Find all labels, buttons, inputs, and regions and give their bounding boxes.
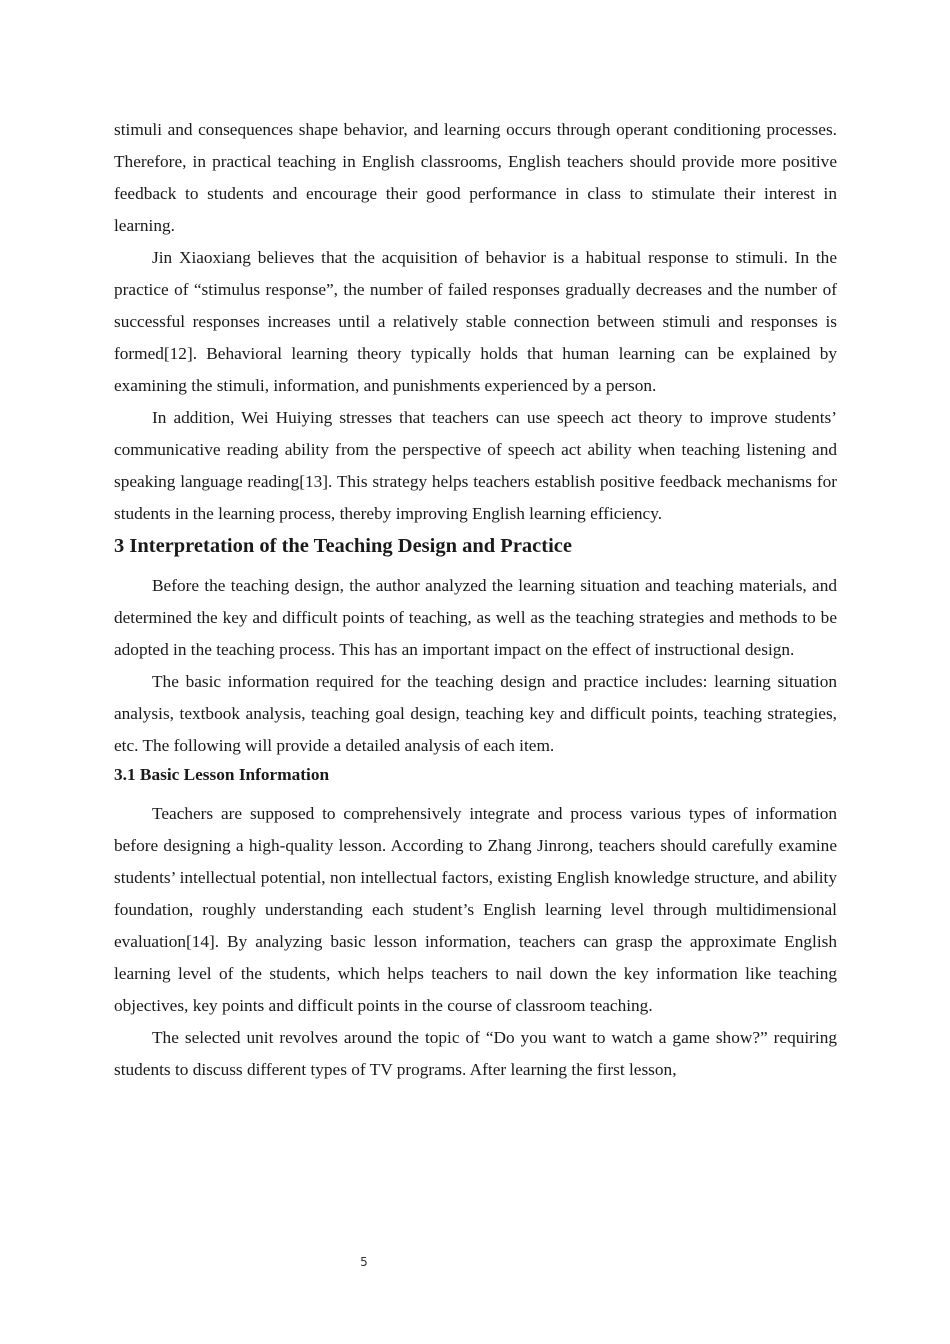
body-paragraph: Before the teaching design, the author analyzed the learning situation and teaching materials, and determined the key and difficult points of teaching, as well as the teaching strategies and methods to be adopted in the teaching process. This has an important impact on the effect of instructional design. (114, 576, 837, 659)
page-number: 5 (360, 1255, 368, 1269)
body-paragraph: The basic information required for the teaching design and practice includes: learning situation analysis, textbook analysis, teaching goal design, teaching key and difficult points, teaching strategies, etc. The following will provide a detailed analysis of each item. (114, 672, 837, 755)
body-paragraph: Jin Xiaoxiang believes that the acquisition of behavior is a habitual response to stimuli. In the practice of “stimulus response”, the number of failed responses gradually decreases and the number of successful responses increases until a relatively stable connection between stimuli and responses is formed[12]. Behavioral learning theory typically holds that human learning can be explained by examining the stimuli, information, and punishments experienced by a person. (114, 248, 837, 395)
body-paragraph: The selected unit revolves around the topic of “Do you want to watch a game show?” requiring students to discuss different types of TV programs. After learning the first lesson, (114, 1028, 837, 1079)
body-paragraph: In addition, Wei Huiying stresses that teachers can use speech act theory to improve students’ communicative reading ability from the perspective of speech act ability when teaching listening and speaking language reading[13]. This strategy helps teachers establish positive feedback mechanisms for students in the learning process, thereby improving English learning efficiency. (114, 408, 837, 523)
section-heading: 3 Interpretation of the Teaching Design and Practice (114, 535, 572, 557)
subsection-heading: 3.1 Basic Lesson Information (114, 765, 330, 784)
body-paragraph: Teachers are supposed to comprehensively integrate and process various types of information before designing a high-quality lesson. According to Zhang Jinrong, teachers should carefully examine students’ intellectual potential, non intellectual factors, existing English knowledge structure, and ability foundation, roughly understanding each student’s English learning level through multidimensional evaluation[14]. By analyzing basic lesson information, teachers can grasp the approximate English learning level of the students, which helps teachers to nail down the key information like teaching objectives, key points and difficult points in the course of classroom teaching. (114, 804, 837, 1015)
body-paragraph: stimuli and consequences shape behavior, and learning occurs through operant conditioning processes. Therefore, in practical teaching in English classrooms, English teachers should provide more positive feedback to students and encourage their good performance in class to stimulate their interest in learning. (114, 120, 837, 235)
page-body (114, 114, 837, 1086)
